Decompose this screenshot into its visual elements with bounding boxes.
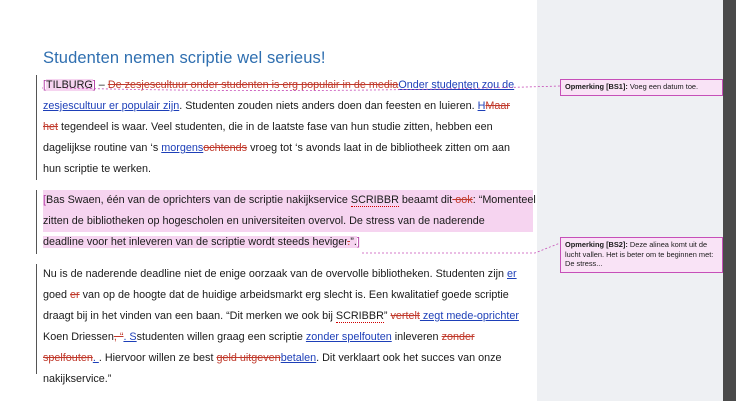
comment-bs2[interactable] — [560, 237, 723, 273]
text-run: inleveren — [391, 331, 442, 343]
text-line — [43, 264, 533, 285]
text-run: studenten willen graag een scriptie — [136, 331, 306, 343]
text-line — [43, 348, 533, 369]
tracked-deletion[interactable]: spelfouten — [43, 352, 93, 364]
tracked-deletion[interactable]: het — [43, 121, 59, 133]
text-line — [43, 96, 533, 117]
tracked-deletion[interactable]: er — [70, 289, 80, 301]
tracked-insertion[interactable]: zonder spelfouten — [305, 331, 392, 343]
tracked-deletion[interactable]: . — [347, 236, 351, 248]
text-run: Koen Driessen — [43, 331, 114, 343]
text-run: – — [95, 79, 108, 91]
text-run: beaamt dit — [398, 194, 453, 206]
tracked-insertion[interactable]: morgens — [161, 142, 204, 154]
tracked-insertion[interactable]: . — [92, 352, 99, 364]
comment-label: Opmerking [BS1]: — [565, 82, 628, 91]
text-run: van op de hoogte dat de huidige arbeidsmarkt erg slecht is. Een kwalitatief goede scriptie — [79, 289, 509, 301]
tracked-insertion[interactable]: betalen — [280, 352, 317, 364]
text-run: ”. — [350, 236, 357, 248]
text-run: tegendeel is waar. Veel studenten, die in de laatste fase van hun studie zitten, hebben een — [58, 121, 493, 133]
comment-text: Deze alinea komt uit de lucht vallen. Het is beter om te beginnen met: De stress... — [565, 240, 714, 268]
text-line: hun scriptie te werken. — [43, 163, 152, 175]
text-run: Nu is de naderende deadline niet de enige oorzaak van de overvolle bibliotheken. Studenten zijn — [43, 268, 507, 280]
tracked-deletion[interactable]: De zesjescultuur onder studenten is erg populair in de media — [107, 79, 399, 91]
text-line: zitten de bibliotheken op hogescholen en universiteiten overvol. De stress van de naderende — [43, 211, 533, 232]
tracked-insertion[interactable]: er — [507, 268, 517, 280]
tracked-deletion[interactable]: , “ — [113, 331, 124, 343]
brand-name: SCRIBBR — [335, 310, 384, 322]
tracked-insertion[interactable]: H — [477, 100, 486, 112]
change-bar — [36, 190, 37, 254]
text-line — [43, 306, 533, 327]
text-run: : “Momenteel — [472, 194, 536, 206]
text-line: nakijkservice.” — [43, 373, 112, 385]
text-line — [43, 75, 533, 96]
document-title[interactable]: Studenten nemen scriptie wel serieus! — [43, 49, 326, 67]
text-run: Bas Swaen, één van de oprichters van de scriptie nakijkservice — [46, 194, 351, 206]
text-line — [43, 232, 533, 253]
text-run: vroeg tot ‘s avonds laat in de bibliotheek zitten om aan — [247, 142, 510, 154]
text-run: goed — [43, 289, 71, 301]
comment-text: Voeg een datum toe. — [627, 82, 699, 91]
tracked-deletion[interactable]: vertelt — [390, 310, 420, 322]
text-line — [43, 285, 533, 306]
tracked-insertion[interactable]: zegt mede-oprichter — [419, 310, 519, 322]
comment-anchor-start: [ — [43, 79, 46, 91]
text-run: . Dit verklaart ook het succes van onze — [316, 352, 502, 364]
comment-anchor-start: [ — [43, 194, 46, 206]
comment-anchor-end: ] — [92, 79, 96, 91]
commented-text[interactable]: TILBURG — [46, 79, 93, 91]
tracked-insertion[interactable]: Onder studenten zou de — [398, 79, 515, 91]
text-run: dagelijkse routine van ‘s — [43, 142, 162, 154]
paragraph-3[interactable] — [43, 264, 533, 390]
brand-name: SCRIBBR — [350, 194, 399, 206]
comment-bs1[interactable] — [560, 79, 723, 96]
change-bar — [36, 75, 37, 180]
text-run: . Studenten zouden niets anders doen dan feesten en luieren. — [179, 100, 478, 112]
text-run: ” — [383, 310, 391, 322]
text-run: deadline voor het inleveren van de scriptie wordt steeds heviger — [43, 236, 348, 248]
change-bar — [36, 264, 37, 374]
comment-margin — [537, 0, 723, 401]
text-line — [43, 327, 533, 348]
text-run: draagt bij in het vinden van een baan. “Dit merken we ook bij — [43, 310, 336, 322]
paragraph-1[interactable] — [43, 75, 533, 180]
text-line — [43, 117, 533, 138]
text-run: . Hiervoor willen ze best — [98, 352, 217, 364]
tracked-deletion[interactable]: ochtends — [203, 142, 248, 154]
tracked-deletion[interactable]: zonder — [441, 331, 475, 343]
tracked-deletion[interactable]: ook — [452, 194, 473, 206]
tracked-insertion[interactable]: . S — [123, 331, 137, 343]
comment-anchor-end: ] — [356, 236, 360, 248]
tracked-deletion[interactable]: geld uitgeven — [216, 352, 281, 364]
comment-label: Opmerking [BS2]: — [565, 240, 628, 249]
window-edge — [723, 0, 736, 401]
text-line — [43, 138, 533, 159]
tracked-insertion[interactable]: zesjescultuur er populair zijn — [43, 100, 180, 112]
text-line — [43, 190, 536, 211]
tracked-deletion[interactable]: Maar — [485, 100, 510, 112]
paragraph-2[interactable] — [43, 190, 536, 253]
